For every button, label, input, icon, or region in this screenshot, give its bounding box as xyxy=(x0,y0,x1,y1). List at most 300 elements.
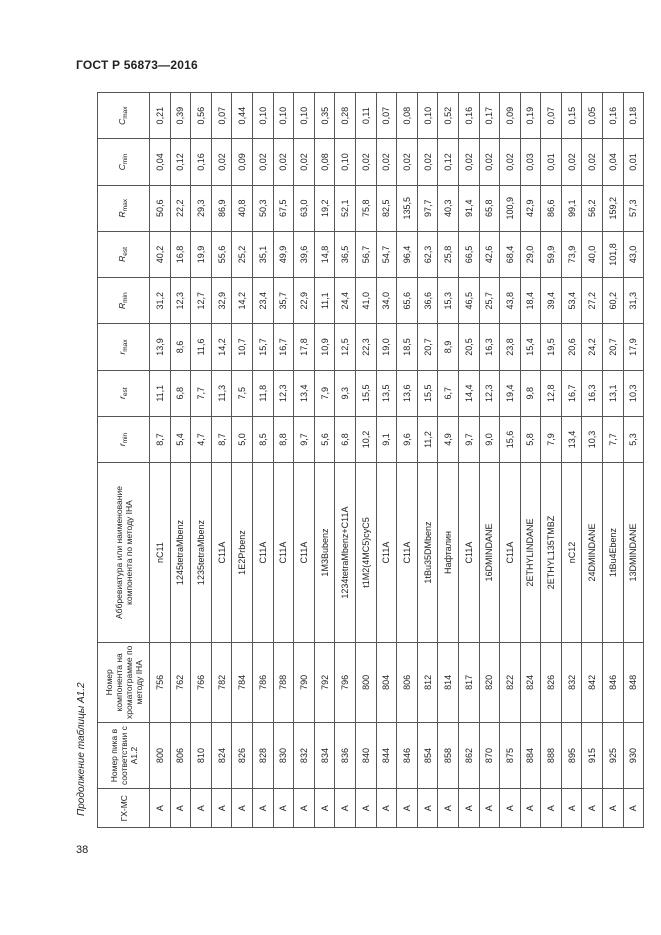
cell-r-min: 6,8 xyxy=(335,416,356,462)
cell-abbreviation: 1tBu35DMbenz xyxy=(417,463,438,643)
cell-c-min: 0,01 xyxy=(623,139,644,185)
cell-gc-ms: А xyxy=(603,789,624,828)
cell-component-number: 846 xyxy=(603,642,624,722)
column-header-big-r-max xyxy=(98,185,150,231)
cell-c-max: 0,35 xyxy=(314,93,335,139)
cell-r-min: 15,6 xyxy=(500,416,521,462)
cell-r-est: 10,3 xyxy=(623,370,644,416)
cell-gc-ms: А xyxy=(252,789,273,828)
cell-c-max: 0,08 xyxy=(397,93,418,139)
cell-peak-number: 846 xyxy=(397,722,418,789)
cell-peak-number: 810 xyxy=(191,722,212,789)
cell-big-r-max: 82,5 xyxy=(376,185,397,231)
table-row xyxy=(458,93,479,828)
cell-gc-ms: А xyxy=(191,789,212,828)
subscript: min xyxy=(121,292,129,303)
cell-big-r-est: 39,6 xyxy=(294,231,315,277)
table-row xyxy=(314,93,335,828)
cell-r-min: 5,3 xyxy=(623,416,644,462)
cell-abbreviation: 16DMINDANE xyxy=(479,463,500,643)
cell-component-number: 786 xyxy=(252,642,273,722)
cell-r-max: 19,5 xyxy=(541,324,562,370)
cell-abbreviation: Нафталин xyxy=(438,463,459,643)
table-row xyxy=(252,93,273,828)
cell-big-r-max: 65,8 xyxy=(479,185,500,231)
cell-c-min: 0,01 xyxy=(541,139,562,185)
cell-abbreviation: 13DMINDANE xyxy=(623,463,644,643)
cell-r-est: 6,7 xyxy=(438,370,459,416)
cell-abbreviation: C11A xyxy=(376,463,397,643)
cell-c-max: 0,07 xyxy=(376,93,397,139)
cell-gc-ms: А xyxy=(273,789,294,828)
cell-r-min: 7,7 xyxy=(603,416,624,462)
cell-big-r-max: 40,3 xyxy=(438,185,459,231)
cell-c-max: 0,17 xyxy=(479,93,500,139)
cell-r-est: 19,4 xyxy=(500,370,521,416)
subscript: min xyxy=(121,432,129,444)
cell-c-min: 0,12 xyxy=(170,139,191,185)
cell-big-r-est: 96,4 xyxy=(397,231,418,277)
cell-big-r-min: 23,4 xyxy=(252,278,273,324)
cell-abbreviation: 2ETHYLINDANE xyxy=(520,463,541,643)
cell-c-min: 0,02 xyxy=(294,139,315,185)
cell-r-min: 9,7 xyxy=(294,416,315,462)
cell-big-r-min: 60,2 xyxy=(603,278,624,324)
cell-big-r-max: 29,3 xyxy=(191,185,212,231)
cell-gc-ms: А xyxy=(170,789,191,828)
cell-big-r-est: 56,7 xyxy=(355,231,376,277)
cell-c-min: 0,02 xyxy=(500,139,521,185)
cell-abbreviation: nC12 xyxy=(561,463,582,643)
cell-r-min: 13,4 xyxy=(561,416,582,462)
cell-r-min: 8,5 xyxy=(252,416,273,462)
cell-component-number: 806 xyxy=(397,642,418,722)
cell-abbreviation: C11A xyxy=(397,463,418,643)
cell-component-number: 766 xyxy=(191,642,212,722)
cell-r-max: 17,8 xyxy=(294,324,315,370)
cell-component-number: 832 xyxy=(561,642,582,722)
cell-c-min: 0,02 xyxy=(417,139,438,185)
cell-c-max: 0,10 xyxy=(273,93,294,139)
cell-c-min: 0,02 xyxy=(376,139,397,185)
cell-gc-ms: А xyxy=(479,789,500,828)
cell-big-r-est: 29,0 xyxy=(520,231,541,277)
cell-r-min: 5,6 xyxy=(314,416,335,462)
cell-c-max: 0,10 xyxy=(252,93,273,139)
symbol: C xyxy=(116,164,127,171)
cell-big-r-min: 11,1 xyxy=(314,278,335,324)
cell-c-min: 0,02 xyxy=(273,139,294,185)
symbol: r xyxy=(116,443,127,447)
cell-big-r-max: 100,9 xyxy=(500,185,521,231)
cell-r-max: 11,6 xyxy=(191,324,212,370)
cell-c-max: 0,11 xyxy=(355,93,376,139)
cell-c-min: 0,02 xyxy=(252,139,273,185)
cell-big-r-min: 41,0 xyxy=(355,278,376,324)
cell-r-max: 20,6 xyxy=(561,324,582,370)
table-row xyxy=(520,93,541,828)
cell-abbreviation: 24DMINDANE xyxy=(582,463,603,643)
cell-r-max: 10,7 xyxy=(232,324,253,370)
cell-big-r-min: 14,2 xyxy=(232,278,253,324)
cell-peak-number: 925 xyxy=(603,722,624,789)
cell-big-r-est: 40,2 xyxy=(150,231,171,277)
cell-abbreviation: nC11 xyxy=(150,463,171,643)
cell-abbreviation: 1E2Prbenz xyxy=(232,463,253,643)
cell-c-max: 0,28 xyxy=(335,93,356,139)
cell-peak-number: 930 xyxy=(623,722,644,789)
cell-r-min: 5,4 xyxy=(170,416,191,462)
cell-gc-ms: А xyxy=(376,789,397,828)
cell-c-min: 0,02 xyxy=(397,139,418,185)
cell-r-est: 7,7 xyxy=(191,370,212,416)
cell-c-min: 0,02 xyxy=(355,139,376,185)
column-header-r-min xyxy=(98,416,150,462)
cell-r-min: 4,9 xyxy=(438,416,459,462)
cell-r-est: 11,3 xyxy=(211,370,232,416)
cell-gc-ms: А xyxy=(520,789,541,828)
symbol: r xyxy=(116,351,127,355)
cell-c-max: 0,44 xyxy=(232,93,253,139)
cell-big-r-max: 67,5 xyxy=(273,185,294,231)
cell-big-r-max: 57,3 xyxy=(623,185,644,231)
cell-big-r-est: 66,5 xyxy=(458,231,479,277)
cell-peak-number: 834 xyxy=(314,722,335,789)
cell-r-max: 23,8 xyxy=(500,324,521,370)
cell-big-r-est: 36,5 xyxy=(335,231,356,277)
cell-r-max: 12,5 xyxy=(335,324,356,370)
cell-big-r-max: 40,8 xyxy=(232,185,253,231)
cell-component-number: 820 xyxy=(479,642,500,722)
cell-big-r-max: 91,4 xyxy=(458,185,479,231)
cell-big-r-min: 36,6 xyxy=(417,278,438,324)
cell-component-number: 842 xyxy=(582,642,603,722)
cell-r-max: 13,9 xyxy=(150,324,171,370)
cell-gc-ms: А xyxy=(232,789,253,828)
cell-c-max: 0,10 xyxy=(417,93,438,139)
cell-big-r-max: 19,2 xyxy=(314,185,335,231)
cell-gc-ms: А xyxy=(561,789,582,828)
symbol: C xyxy=(116,118,127,125)
cell-big-r-min: 43,8 xyxy=(500,278,521,324)
table-row xyxy=(397,93,418,828)
cell-component-number: 762 xyxy=(170,642,191,722)
cell-r-est: 15,5 xyxy=(417,370,438,416)
table-row xyxy=(500,93,521,828)
table-row xyxy=(273,93,294,828)
table-row xyxy=(582,93,603,828)
cell-peak-number: 836 xyxy=(335,722,356,789)
cell-peak-number: 915 xyxy=(582,722,603,789)
cell-big-r-min: 34,0 xyxy=(376,278,397,324)
cell-r-est: 13,1 xyxy=(603,370,624,416)
cell-component-number: 782 xyxy=(211,642,232,722)
cell-big-r-min: 18,4 xyxy=(520,278,541,324)
cell-big-r-est: 42,6 xyxy=(479,231,500,277)
cell-c-max: 0,18 xyxy=(623,93,644,139)
cell-gc-ms: А xyxy=(355,789,376,828)
cell-r-max: 17,9 xyxy=(623,324,644,370)
column-header-c-min xyxy=(98,139,150,185)
cell-r-max: 14,2 xyxy=(211,324,232,370)
cell-abbreviation: 1234tetraMbenz+C11A xyxy=(335,463,356,643)
cell-r-max: 20,7 xyxy=(417,324,438,370)
cell-c-min: 0,08 xyxy=(314,139,335,185)
cell-r-max: 8,6 xyxy=(170,324,191,370)
cell-big-r-max: 50,6 xyxy=(150,185,171,231)
subscript: min xyxy=(121,153,129,165)
cell-r-est: 11,1 xyxy=(150,370,171,416)
column-header-r-est xyxy=(98,370,150,416)
column-header-big-r-est xyxy=(98,231,150,277)
table-header-row xyxy=(98,93,150,828)
cell-peak-number: 858 xyxy=(438,722,459,789)
cell-big-r-est: 25,8 xyxy=(438,231,459,277)
cell-big-r-min: 12,7 xyxy=(191,278,212,324)
cell-peak-number: 844 xyxy=(376,722,397,789)
cell-r-min: 8,7 xyxy=(150,416,171,462)
cell-big-r-max: 75,8 xyxy=(355,185,376,231)
page-number: 38 xyxy=(76,844,89,856)
cell-component-number: 756 xyxy=(150,642,171,722)
cell-big-r-min: 12,3 xyxy=(170,278,191,324)
cell-peak-number: 800 xyxy=(150,722,171,789)
symbol: R xyxy=(116,255,127,262)
cell-c-max: 0,07 xyxy=(541,93,562,139)
symbol: R xyxy=(116,302,127,310)
cell-big-r-est: 35,1 xyxy=(252,231,273,277)
cell-gc-ms: А xyxy=(294,789,315,828)
cell-r-est: 6,8 xyxy=(170,370,191,416)
cell-component-number: 814 xyxy=(438,642,459,722)
cell-gc-ms: А xyxy=(623,789,644,828)
cell-r-max: 19,0 xyxy=(376,324,397,370)
cell-abbreviation: C11A xyxy=(211,463,232,643)
data-table-container xyxy=(97,92,639,828)
cell-big-r-est: 62,3 xyxy=(417,231,438,277)
cell-big-r-est: 25,2 xyxy=(232,231,253,277)
cell-r-est: 12,3 xyxy=(479,370,500,416)
table-row xyxy=(150,93,171,828)
cell-big-r-min: 31,3 xyxy=(623,278,644,324)
cell-big-r-est: 54,7 xyxy=(376,231,397,277)
cell-component-number: 800 xyxy=(355,642,376,722)
cell-gc-ms: А xyxy=(397,789,418,828)
cell-big-r-max: 56,2 xyxy=(582,185,603,231)
cell-r-max: 16,7 xyxy=(273,324,294,370)
cell-r-min: 5,8 xyxy=(520,416,541,462)
cell-gc-ms: А xyxy=(150,789,171,828)
cell-abbreviation: 1245tetraMbenz xyxy=(170,463,191,643)
cell-big-r-est: 43,0 xyxy=(623,231,644,277)
cell-big-r-est: 101,8 xyxy=(603,231,624,277)
cell-abbreviation: 1M3Bubenz xyxy=(314,463,335,643)
cell-c-max: 0,16 xyxy=(458,93,479,139)
cell-r-est: 14,4 xyxy=(458,370,479,416)
cell-peak-number: 875 xyxy=(500,722,521,789)
cell-big-r-est: 59,9 xyxy=(541,231,562,277)
cell-component-number: 826 xyxy=(541,642,562,722)
cell-big-r-max: 99,1 xyxy=(561,185,582,231)
cell-abbreviation: C11A xyxy=(273,463,294,643)
cell-c-max: 0,21 xyxy=(150,93,171,139)
cell-peak-number: 884 xyxy=(520,722,541,789)
cell-r-est: 9,3 xyxy=(335,370,356,416)
cell-r-est: 16,3 xyxy=(582,370,603,416)
cell-r-min: 4,7 xyxy=(191,416,212,462)
cell-abbreviation: C11A xyxy=(458,463,479,643)
cell-big-r-max: 159,2 xyxy=(603,185,624,231)
cell-peak-number: 828 xyxy=(252,722,273,789)
table-row xyxy=(355,93,376,828)
cell-r-min: 9,6 xyxy=(397,416,418,462)
cell-c-min: 0,02 xyxy=(561,139,582,185)
cell-big-r-est: 19,9 xyxy=(191,231,212,277)
cell-peak-number: 832 xyxy=(294,722,315,789)
cell-abbreviation: C11A xyxy=(500,463,521,643)
cell-component-number: 788 xyxy=(273,642,294,722)
cell-peak-number: 806 xyxy=(170,722,191,789)
cell-peak-number: 862 xyxy=(458,722,479,789)
cell-c-min: 0,02 xyxy=(458,139,479,185)
cell-peak-number: 888 xyxy=(541,722,562,789)
cell-component-number: 804 xyxy=(376,642,397,722)
cell-big-r-max: 22,2 xyxy=(170,185,191,231)
cell-abbreviation: C11A xyxy=(294,463,315,643)
table-row xyxy=(561,93,582,828)
table-row xyxy=(335,93,356,828)
cell-c-min: 0,04 xyxy=(150,139,171,185)
cell-gc-ms: А xyxy=(335,789,356,828)
cell-r-max: 20,5 xyxy=(458,324,479,370)
cell-component-number: 817 xyxy=(458,642,479,722)
cell-c-min: 0,09 xyxy=(232,139,253,185)
cell-r-max: 22,3 xyxy=(355,324,376,370)
cell-r-est: 13,4 xyxy=(294,370,315,416)
table-row xyxy=(294,93,315,828)
cell-big-r-max: 63,0 xyxy=(294,185,315,231)
cell-c-max: 0,05 xyxy=(582,93,603,139)
cell-abbreviation: 1235tetraMbenz xyxy=(191,463,212,643)
cell-r-est: 12,8 xyxy=(541,370,562,416)
table-row xyxy=(541,93,562,828)
cell-r-max: 10,9 xyxy=(314,324,335,370)
cell-r-max: 24,2 xyxy=(582,324,603,370)
cell-big-r-est: 40,0 xyxy=(582,231,603,277)
cell-big-r-max: 135,5 xyxy=(397,185,418,231)
document-header: ГОСТ Р 56873—2016 xyxy=(76,58,198,72)
table-row xyxy=(603,93,624,828)
cell-r-max: 16,3 xyxy=(479,324,500,370)
cell-abbreviation: C11A xyxy=(252,463,273,643)
cell-big-r-min: 25,7 xyxy=(479,278,500,324)
cell-big-r-max: 50,3 xyxy=(252,185,273,231)
cell-big-r-max: 42,9 xyxy=(520,185,541,231)
cell-big-r-min: 53,4 xyxy=(561,278,582,324)
cell-r-est: 12,3 xyxy=(273,370,294,416)
cell-c-min: 0,02 xyxy=(479,139,500,185)
subscript: max xyxy=(121,199,129,212)
table-row xyxy=(438,93,459,828)
cell-r-min: 10,3 xyxy=(582,416,603,462)
cell-big-r-est: 49,9 xyxy=(273,231,294,277)
cell-abbreviation: t1M2(4MC5)cyC5 xyxy=(355,463,376,643)
column-header-component-number: Номер компонента на хроматограмме по методу IHA xyxy=(98,642,150,722)
rotated-table-frame xyxy=(97,92,639,828)
cell-c-min: 0,10 xyxy=(335,139,356,185)
cell-big-r-min: 31,2 xyxy=(150,278,171,324)
cell-big-r-min: 65,6 xyxy=(397,278,418,324)
cell-r-max: 18,5 xyxy=(397,324,418,370)
cell-gc-ms: А xyxy=(438,789,459,828)
cell-peak-number: 826 xyxy=(232,722,253,789)
cell-component-number: 796 xyxy=(335,642,356,722)
cell-r-min: 9,0 xyxy=(479,416,500,462)
column-header-gc-ms: ГХ-МС xyxy=(98,789,150,828)
cell-r-min: 8,8 xyxy=(273,416,294,462)
cell-gc-ms: А xyxy=(211,789,232,828)
cell-c-min: 0,12 xyxy=(438,139,459,185)
cell-gc-ms: А xyxy=(314,789,335,828)
cell-gc-ms: А xyxy=(582,789,603,828)
cell-component-number: 848 xyxy=(623,642,644,722)
cell-c-min: 0,02 xyxy=(211,139,232,185)
cell-r-est: 13,5 xyxy=(376,370,397,416)
cell-r-min: 10,2 xyxy=(355,416,376,462)
cell-r-min: 9,1 xyxy=(376,416,397,462)
subscript: est xyxy=(121,387,129,397)
table-caption: Продолжение таблицы А1.2 xyxy=(76,682,87,816)
cell-big-r-min: 27,2 xyxy=(582,278,603,324)
cell-c-min: 0,16 xyxy=(191,139,212,185)
cell-c-max: 0,19 xyxy=(520,93,541,139)
table-body xyxy=(150,93,644,828)
cell-r-est: 7,5 xyxy=(232,370,253,416)
cell-r-min: 5,0 xyxy=(232,416,253,462)
column-header-r-max xyxy=(98,324,150,370)
table-row xyxy=(479,93,500,828)
cell-r-min: 8,7 xyxy=(211,416,232,462)
cell-r-est: 15,5 xyxy=(355,370,376,416)
cell-big-r-min: 35,7 xyxy=(273,278,294,324)
cell-big-r-min: 32,9 xyxy=(211,278,232,324)
cell-r-min: 9,7 xyxy=(458,416,479,462)
cell-big-r-est: 14,8 xyxy=(314,231,335,277)
cell-peak-number: 870 xyxy=(479,722,500,789)
cell-peak-number: 895 xyxy=(561,722,582,789)
symbol: r xyxy=(116,396,127,399)
cell-gc-ms: А xyxy=(458,789,479,828)
table-row xyxy=(191,93,212,828)
subscript: max xyxy=(121,106,129,119)
symbol: R xyxy=(116,211,127,218)
table-row xyxy=(211,93,232,828)
cell-abbreviation: 2ETHYL135TMBZ xyxy=(541,463,562,643)
cell-big-r-est: 68,4 xyxy=(500,231,521,277)
cell-component-number: 822 xyxy=(500,642,521,722)
cell-big-r-min: 46,5 xyxy=(458,278,479,324)
table-row xyxy=(170,93,191,828)
cell-peak-number: 854 xyxy=(417,722,438,789)
cell-r-max: 15,4 xyxy=(520,324,541,370)
column-header-abbreviation: Аббревиатура или наименование компонента по методу IHA xyxy=(98,463,150,643)
cell-gc-ms: А xyxy=(500,789,521,828)
cell-big-r-max: 97,7 xyxy=(417,185,438,231)
table-row xyxy=(376,93,397,828)
cell-big-r-est: 73,9 xyxy=(561,231,582,277)
table-row xyxy=(232,93,253,828)
cell-r-max: 20,7 xyxy=(603,324,624,370)
